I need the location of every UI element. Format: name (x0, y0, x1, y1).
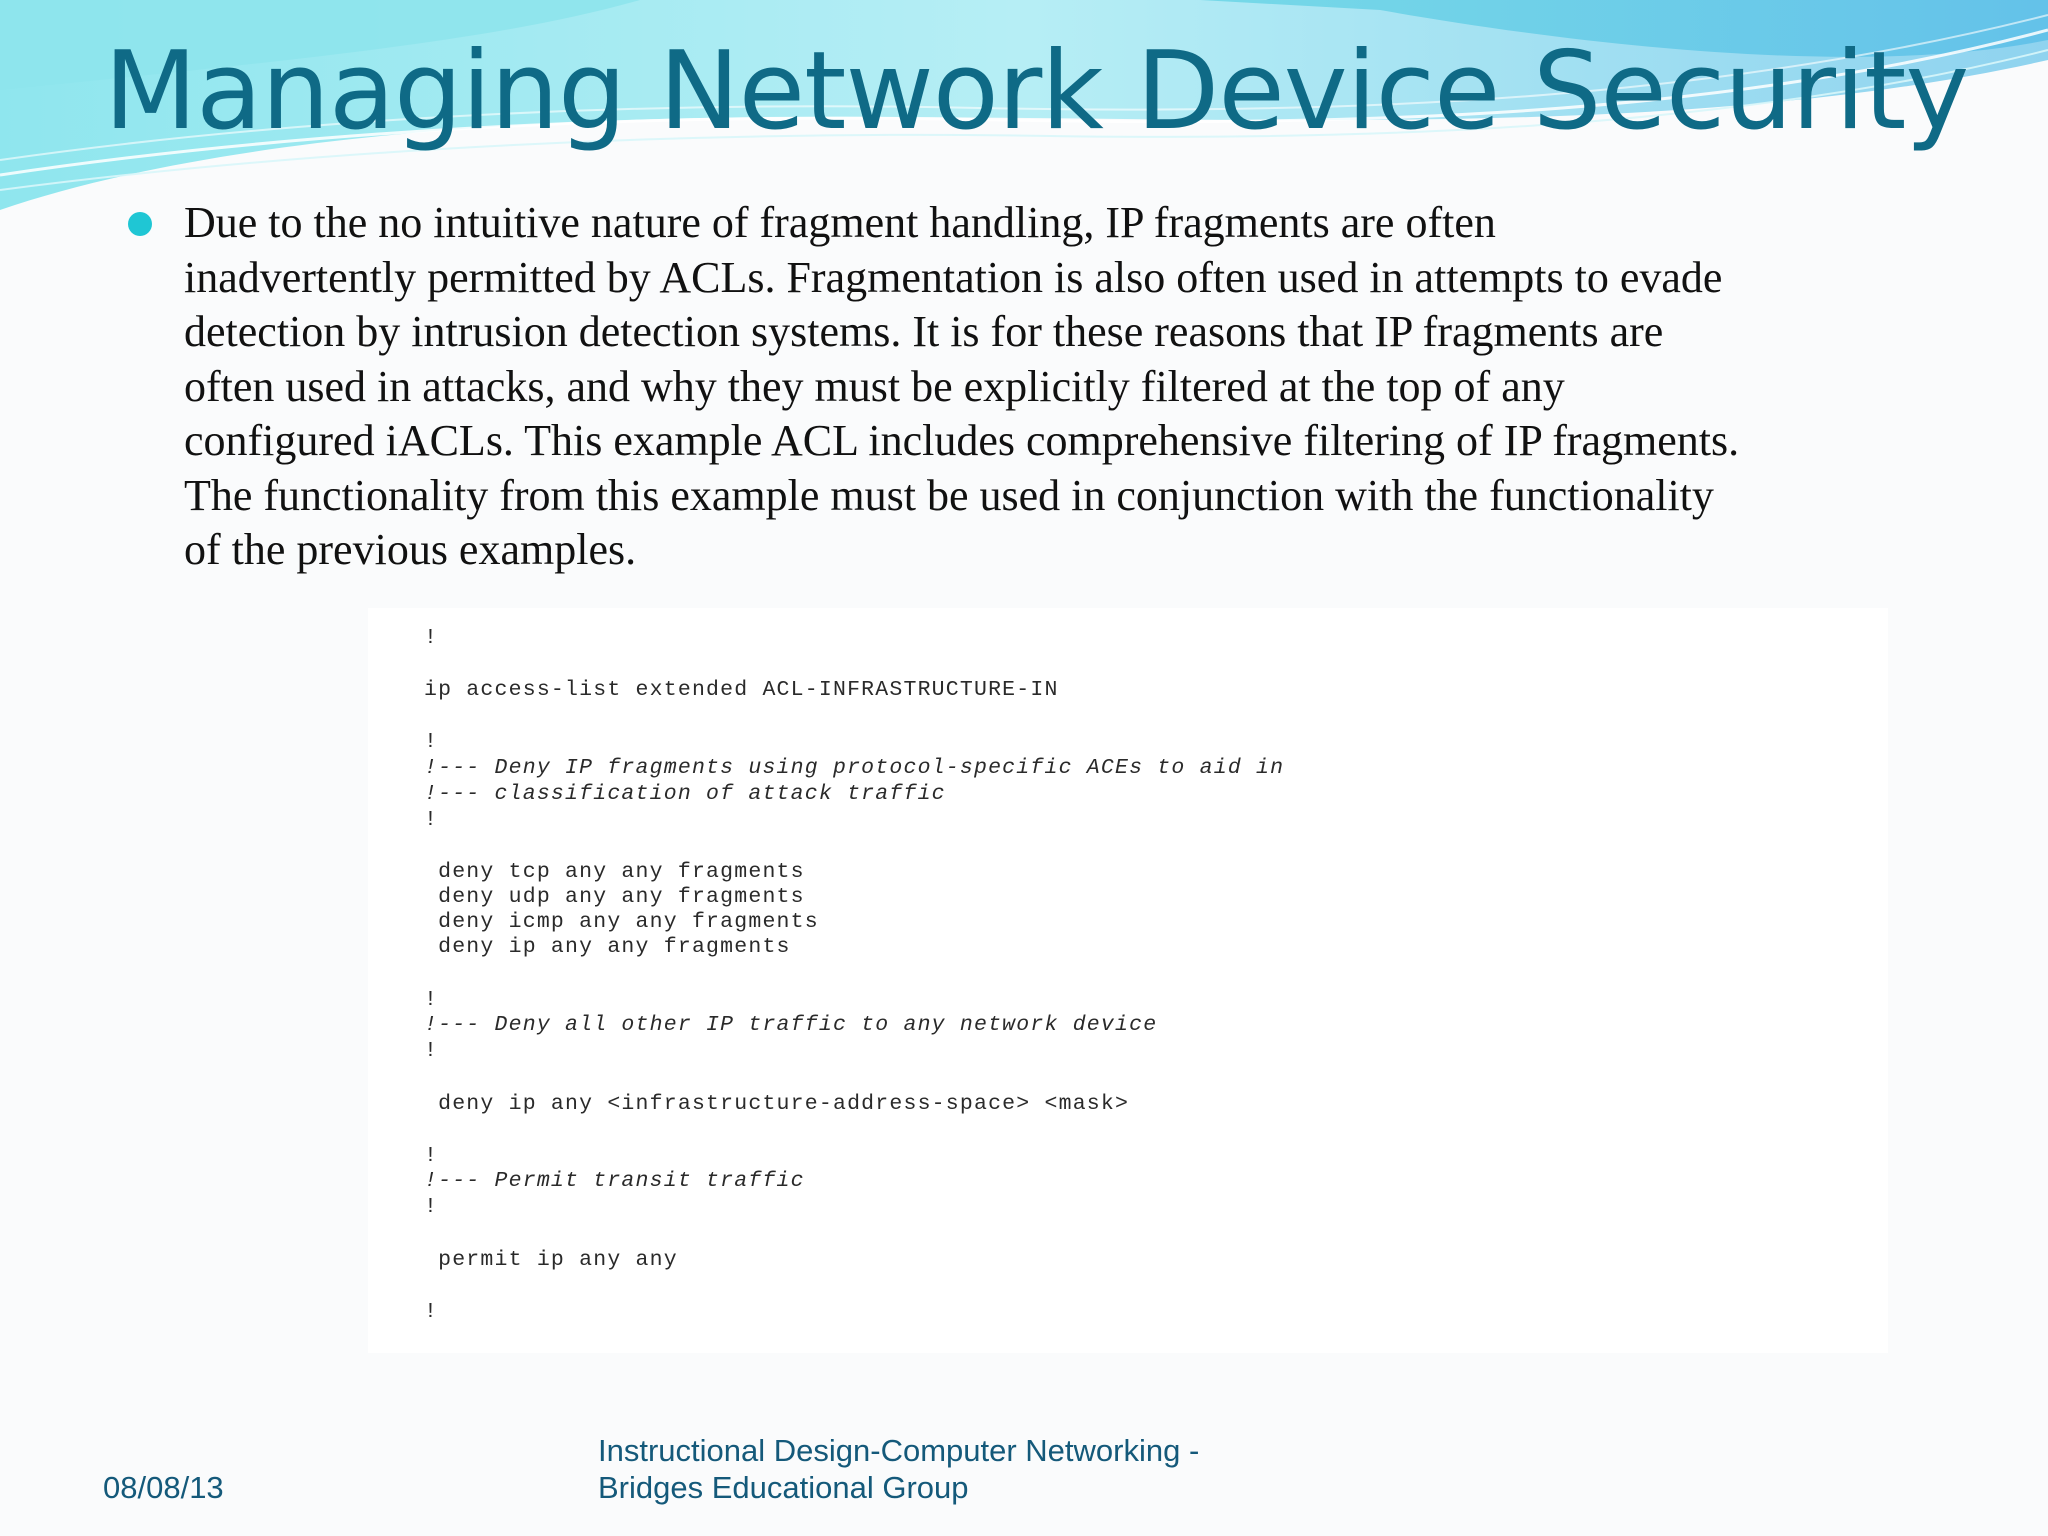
code-line: deny tcp any any fragments (424, 860, 805, 884)
footer-org-line-2: Bridges Educational Group (598, 1470, 969, 1505)
code-separator-line: ! (424, 808, 439, 832)
code-line: permit ip any any (424, 1248, 678, 1272)
acl-code-block (368, 608, 1888, 1353)
code-comment-line: !--- Deny all other IP traffic to any network device (424, 1013, 1158, 1037)
bullet-line: detection by intrusion detection systems. It is for these reasons that IP fragments are (184, 307, 1664, 356)
code-line: deny icmp any any fragments (424, 910, 819, 934)
bullet-icon (128, 212, 152, 236)
code-comment-line: !--- classification of attack traffic (424, 782, 946, 806)
code-line: deny ip any any fragments (424, 935, 791, 959)
bullet-line: of the previous examples. (184, 525, 637, 574)
bullet-paragraph (184, 196, 1904, 578)
code-line: ip access-list extended ACL-INFRASTRUCTURE-IN (424, 678, 1059, 702)
footer-organization (598, 1432, 1199, 1506)
code-separator-line: ! (424, 730, 439, 754)
code-separator-line: ! (424, 988, 439, 1012)
code-separator-line: ! (424, 1039, 439, 1063)
bullet-line: configured iACLs. This example ACL includes comprehensive filtering of IP fragments. (184, 416, 1740, 465)
bullet-line: The functionality from this example must be used in conjunction with the functionality (184, 470, 1714, 520)
code-comment-line: !--- Permit transit traffic (424, 1169, 805, 1193)
code-separator-line: ! (424, 626, 439, 650)
code-separator-line: ! (424, 1195, 439, 1219)
bullet-line: Due to the no intuitive nature of fragment handling, IP fragments are often (184, 198, 1496, 247)
footer-org-line-1: Instructional Design-Computer Networking - (598, 1433, 1200, 1468)
code-comment-line: !--- Deny IP fragments using protocol-specific ACEs to aid in (424, 756, 1285, 780)
bullet-line: inadvertently permitted by ACLs. Fragmentation is also often used in attempts to evade (184, 252, 1723, 302)
code-line: deny ip any <infrastructure-address-space> <mask> (424, 1092, 1130, 1116)
code-line: deny udp any any fragments (424, 885, 805, 909)
slide-title: Managing Network Device Security (104, 29, 1969, 154)
footer-date: 08/08/13 (103, 1470, 224, 1505)
code-separator-line: ! (424, 1144, 439, 1168)
code-separator-line: ! (424, 1300, 439, 1324)
bullet-line: often used in attacks, and why they must be explicitly filtered at the top of any (184, 361, 1565, 411)
